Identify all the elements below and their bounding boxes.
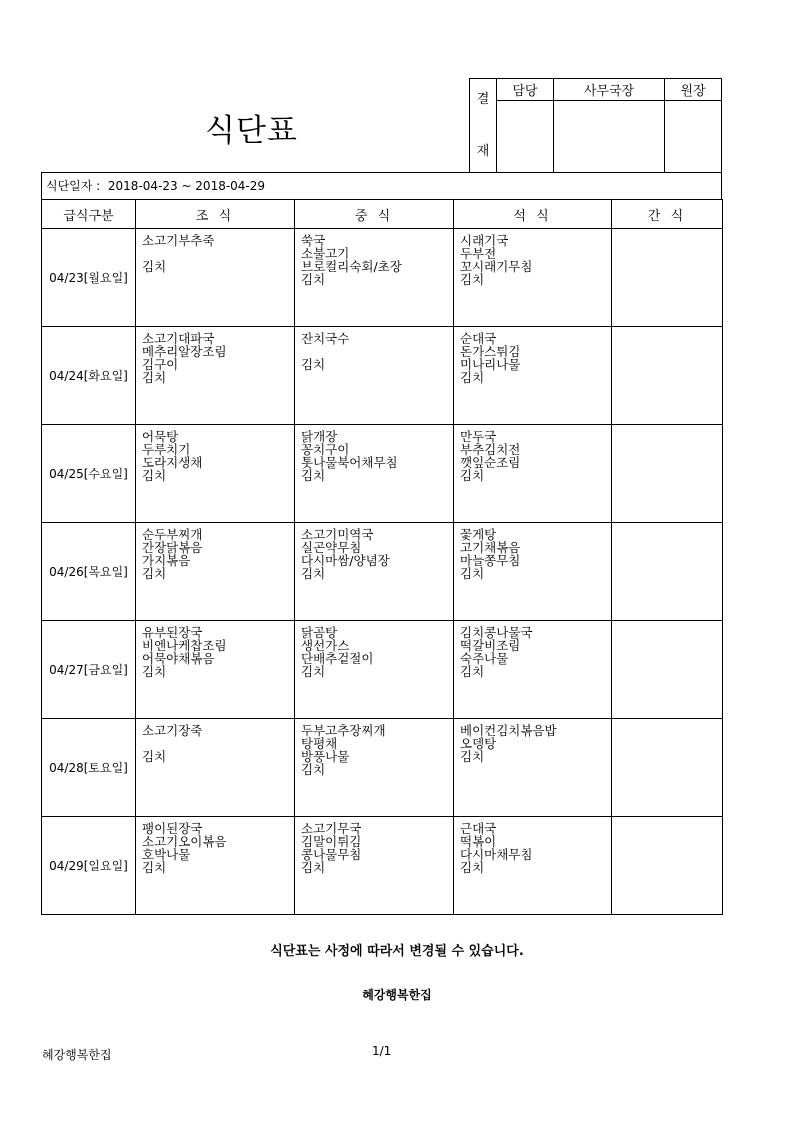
menu-item: 비엔나케찹조림	[142, 638, 227, 653]
menu-item: 김말이튀김	[301, 834, 362, 849]
menu-item: 깻잎순조림	[460, 455, 521, 470]
menu-item: 숙주나물	[460, 651, 509, 666]
menu-item: 김치	[142, 566, 167, 581]
menu-item: 김치	[460, 272, 485, 287]
menu-item: 소고기오이볶음	[142, 834, 227, 849]
lunch-cell	[295, 425, 454, 523]
menu-item: 베이컨김치볶음밥	[460, 723, 557, 738]
approval-header-secretary: 사무국장	[553, 79, 664, 101]
lunch-cell	[295, 229, 454, 327]
approval-box	[469, 78, 722, 173]
dinner-cell	[454, 327, 612, 425]
header-breakfast: 조 식	[136, 200, 295, 229]
day-label: 04/26[목요일]	[42, 523, 136, 621]
menu-item: 김치	[301, 468, 326, 483]
table-row	[42, 425, 723, 523]
day-label: 04/29[일요일]	[42, 817, 136, 915]
menu-item: 소고기미역국	[301, 527, 374, 542]
snack-cell	[612, 327, 723, 425]
menu-item: 어묵탕	[142, 429, 179, 444]
table-row	[42, 621, 723, 719]
menu-item: 다시마채무침	[460, 847, 533, 862]
menu-item: 꽃게탕	[460, 527, 497, 542]
menu-item: 김치	[301, 566, 326, 581]
menu-item: 두부고추장찌개	[301, 723, 386, 738]
menu-item: 김치	[301, 664, 326, 679]
menu-item: 김치	[460, 860, 485, 875]
breakfast-cell	[136, 523, 295, 621]
menu-item: 근대국	[460, 821, 497, 836]
menu-item: 김치	[142, 664, 167, 679]
approval-sign-director	[665, 101, 722, 173]
breakfast-cell	[136, 425, 295, 523]
breakfast-cell	[136, 719, 295, 817]
menu-item: 김치	[460, 566, 485, 581]
menu-item: 꼬시래기무침	[460, 259, 533, 274]
breakfast-cell	[136, 621, 295, 719]
snack-cell	[612, 621, 723, 719]
menu-item: 소고기대파국	[142, 331, 215, 346]
snack-cell	[612, 523, 723, 621]
header-meal-type: 급식구분	[42, 200, 136, 229]
lunch-cell	[295, 523, 454, 621]
menu-item: 두루치기	[142, 442, 191, 457]
menu-item: 메추리알장조림	[142, 344, 227, 359]
menu-item: 오뎅탕	[460, 736, 497, 751]
menu-item: 간장닭볶음	[142, 540, 203, 555]
breakfast-cell	[136, 229, 295, 327]
menu-item: 실곤약무침	[301, 540, 362, 555]
approval-label-char: 재	[476, 143, 490, 159]
menu-item: 미나리나물	[460, 357, 521, 372]
lunch-cell	[295, 719, 454, 817]
approval-sign-manager	[497, 101, 554, 173]
day-label: 04/23[월요일]	[42, 229, 136, 327]
snack-cell	[612, 425, 723, 523]
snack-cell	[612, 719, 723, 817]
change-notice: 식단표는 사정에 따라서 변경될 수 있습니다.	[270, 944, 524, 959]
menu-item: 김치	[301, 272, 326, 287]
organization-name: 혜강행복한집	[362, 988, 432, 1002]
menu-item: 김치	[142, 370, 167, 385]
approval-label	[470, 79, 497, 173]
day-label: 04/28[토요일]	[42, 719, 136, 817]
page-title: 식단표	[205, 113, 298, 149]
header-lunch: 중 식	[295, 200, 454, 229]
approval-label-char: 결	[476, 91, 490, 107]
header-dinner: 석 식	[454, 200, 612, 229]
menu-item: 방풍나물	[301, 749, 350, 764]
date-label: 식단일자 :	[46, 179, 101, 193]
page-number: 1/1	[372, 1044, 392, 1058]
menu-item: 김치	[460, 664, 485, 679]
menu-item: 김치	[142, 860, 167, 875]
menu-item: 시래기국	[460, 233, 509, 248]
menu-item: 김치	[142, 749, 167, 764]
menu-item: 브로컬리숙회/초장	[301, 259, 402, 274]
menu-item: 소고기무국	[301, 821, 362, 836]
table-row	[42, 327, 723, 425]
date-range-row	[41, 172, 722, 199]
table-row	[42, 523, 723, 621]
menu-item: 만두국	[460, 429, 497, 444]
menu-item: 소불고기	[301, 246, 350, 261]
menu-item: 김치	[460, 468, 485, 483]
menu-item: 떡갈비조림	[460, 638, 521, 653]
dinner-cell	[454, 719, 612, 817]
menu-item: 김치	[301, 762, 326, 777]
table-row	[42, 719, 723, 817]
menu-item: 단배추겉절이	[301, 651, 374, 666]
dinner-cell	[454, 425, 612, 523]
menu-item: 생선가스	[301, 638, 350, 653]
approval-sign-secretary	[553, 101, 664, 173]
menu-item: 탕평채	[301, 736, 338, 751]
menu-item: 소고기부추죽	[142, 233, 215, 248]
menu-item: 톳나물북어채무침	[301, 455, 398, 470]
menu-item: 김치	[301, 860, 326, 875]
snack-cell	[612, 229, 723, 327]
date-range: 2018-04-23 ~ 2018-04-29	[107, 179, 266, 193]
menu-item: 어묵야채볶음	[142, 651, 215, 666]
footer-org: 혜강행복한집	[42, 1048, 112, 1062]
table-row	[42, 229, 723, 327]
menu-table	[41, 199, 723, 915]
approval-header-manager: 담당	[497, 79, 554, 101]
menu-item: 가지볶음	[142, 553, 191, 568]
snack-cell	[612, 817, 723, 915]
menu-item: 마늘쫑무침	[460, 553, 521, 568]
dinner-cell	[454, 229, 612, 327]
dinner-cell	[454, 817, 612, 915]
menu-item: 김구이	[142, 357, 179, 372]
menu-item: 닭개장	[301, 429, 338, 444]
breakfast-cell	[136, 817, 295, 915]
menu-item: 돈가스튀김	[460, 344, 521, 359]
day-label: 04/27[금요일]	[42, 621, 136, 719]
menu-item: 순대국	[460, 331, 497, 346]
menu-item: 부추김치전	[460, 442, 521, 457]
menu-item: 닭곰탕	[301, 625, 338, 640]
menu-item: 김치	[142, 468, 167, 483]
menu-item: 유부된장국	[142, 625, 203, 640]
menu-item: 두부전	[460, 246, 497, 261]
menu-item: 꽁치구이	[301, 442, 350, 457]
menu-item: 고기채볶음	[460, 540, 521, 555]
dinner-cell	[454, 621, 612, 719]
header-snack: 간 식	[612, 200, 723, 229]
menu-item: 떡볶이	[460, 834, 497, 849]
menu-item: 소고기장죽	[142, 723, 203, 738]
menu-item: 팽이된장국	[142, 821, 203, 836]
breakfast-cell	[136, 327, 295, 425]
lunch-cell	[295, 817, 454, 915]
menu-item: 잔치국수	[301, 331, 350, 346]
lunch-cell	[295, 327, 454, 425]
day-label: 04/25[수요일]	[42, 425, 136, 523]
menu-item: 김치	[460, 749, 485, 764]
menu-item: 다시마쌈/양념장	[301, 553, 390, 568]
table-row	[42, 817, 723, 915]
day-label: 04/24[화요일]	[42, 327, 136, 425]
menu-item: 쑥국	[301, 233, 326, 248]
menu-item: 김치	[460, 370, 485, 385]
menu-item: 김치콩나물국	[460, 625, 533, 640]
approval-header-director: 원장	[665, 79, 722, 101]
dinner-cell	[454, 523, 612, 621]
menu-item: 호박나물	[142, 847, 191, 862]
menu-item: 콩나물무침	[301, 847, 362, 862]
lunch-cell	[295, 621, 454, 719]
menu-item: 김치	[301, 357, 326, 372]
menu-item: 순두부찌개	[142, 527, 203, 542]
menu-item: 김치	[142, 259, 167, 274]
menu-item: 도라지생채	[142, 455, 203, 470]
